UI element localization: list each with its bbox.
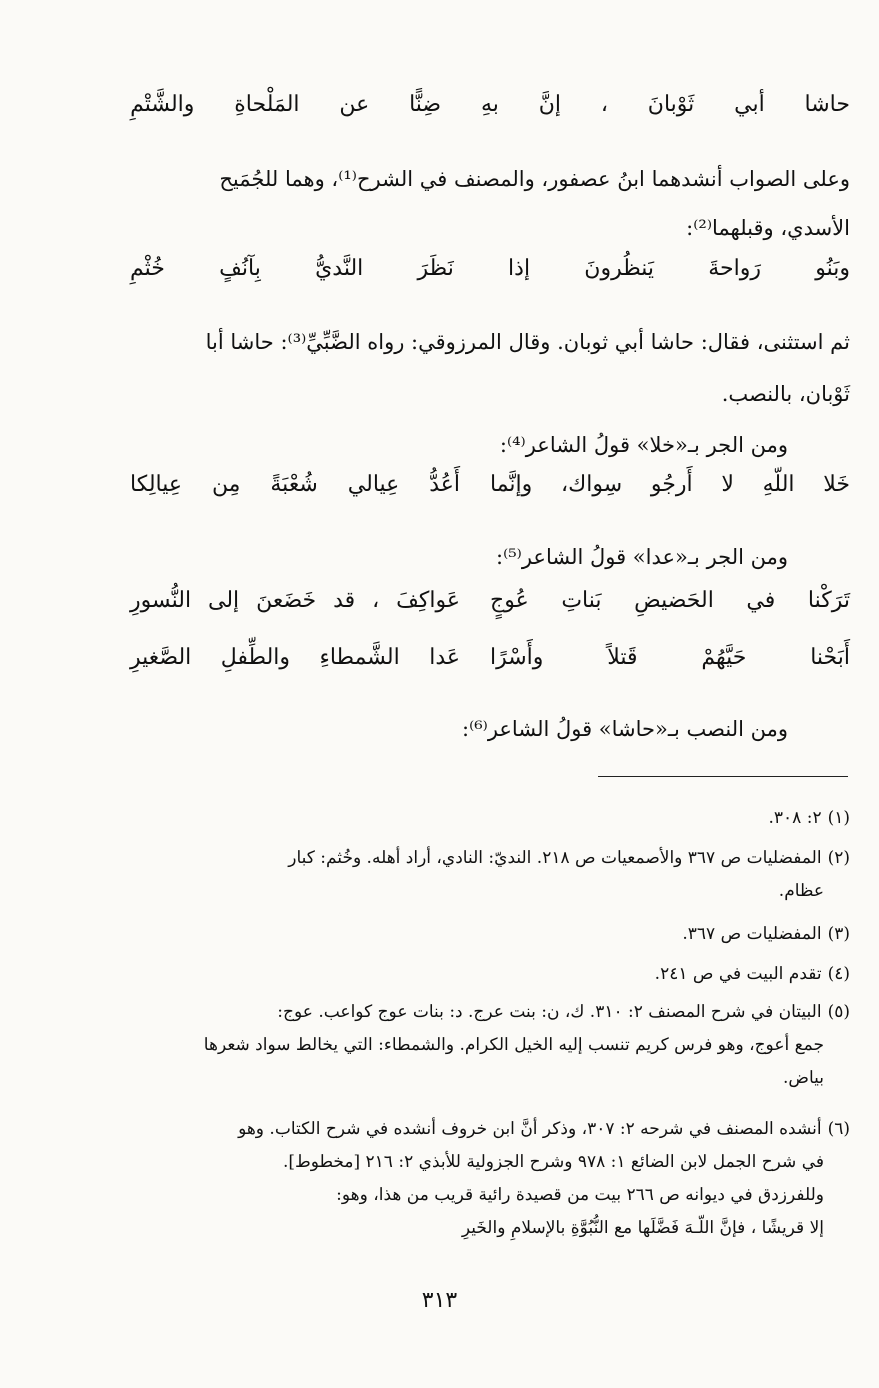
verse-word: بهِ [480,92,499,117]
verse-word: النَّديُّ [315,256,364,281]
verse-word: المَلْحاةِ [234,92,300,117]
verse-line [130,92,850,132]
footnote-text: المفضليات ص ٣٦٧ والأصمعيات ص ٢١٨. النديّ: النادي، أراد أهله. وخُثم: كبار [288,848,822,868]
prose-line: وعلى الصواب أنشدهما ابنُ عصفور، والمصنف في الشرح⁽¹⁾، وهما للجُمَيح [219,167,850,191]
footnote [135,842,850,908]
verse-word: رَواحةَ [708,256,762,281]
footnote [135,918,850,951]
verse-word: أبي [734,92,765,117]
footnote-text: إلا قريشًا ، فإنَّ اللّـهَ فَضَّلَها مع النُّبُوَّةِ بالإسلامِ والخَيرِ [461,1218,824,1238]
verse-word: ، [600,92,608,117]
verse-word: إنَّ [538,92,561,117]
first-hemistich: أَبَحْنا حَيَّهُمْ قَتلاً وأَسْرًا [490,645,850,670]
verse-word: وبَنُو [815,256,850,281]
footnote-separator [598,776,848,777]
prose-line: ثَوْبان، بالنصب. [721,382,850,406]
second-hemistich: أَعُدُّ عِيالي شُعْبَةً مِن عِيالِكا [130,472,460,497]
footnote-number: (٦) [827,1119,850,1139]
footnote [135,958,850,991]
footnote-text: البيتان في شرح المصنف ٢: ٣١٠. ك، ن: بنت عرج. د: بنات عوج كواعب. عوج: [277,1002,822,1022]
verse-word: ثَوْبانَ [647,92,695,117]
footnote-text: تقدم البيت في ص ٢٤١. [654,964,822,984]
first-hemistich: خَلا اللّهِ لا أَرجُو سِواك، وإنَّما [490,472,850,497]
verse-word: والشَّتْمِ [130,92,195,117]
prose-line: الأسدي، وقبلهما⁽²⁾: [686,216,850,240]
verse-word: نَظَرَ [417,256,454,281]
verse-word: ضِنًّا [409,92,442,117]
verse-word: بِآنُفٍ [219,256,261,281]
verse-line [130,256,850,296]
verse-word: يَنظُرونَ [584,256,655,281]
prose-line: ثم استثنى، فقال: حاشا أبي ثوبان. وقال المرزوقي: رواه الضَّبِّيِّ⁽³⁾: حاشا أبا [205,330,850,354]
footnote-text: عظام. [778,881,824,901]
footnote-number: (٢) [827,848,850,868]
footnote-text: المفضليات ص ٣٦٧. [682,924,822,944]
footnote [135,802,850,835]
verse-word: إذا [508,256,531,281]
footnote-text: في شرح الجمل لابن الضائع ١: ٩٧٨ وشرح الجزولية للأبذي ٢: ٢١٦ [مخطوط]. [282,1152,824,1172]
footnote-text: ٢: ٣٠٨. [768,808,822,828]
footnote-number: (٥) [827,1002,850,1022]
footnote-text: جمع أعوج، وهو فرس كريم تنسب إليه الخيل الكرام. والشمطاء: التي يخالط سواد شعرها [203,1035,824,1055]
verse-word: عن [339,92,370,117]
footnote [135,1113,850,1245]
verse-word: خُثْمِ [130,256,165,281]
footnote-number: (٤) [827,964,850,984]
prose-line: ومن الجر بـ«خلا» قولُ الشاعر⁽⁴⁾: [499,433,788,457]
verse-line [130,645,850,685]
footnote [135,996,850,1095]
footnote-text: وللفرزدق في ديوانه ص ٢٦٦ بيت من قصيدة رائية قريب من هذا، وهو: [336,1185,824,1205]
footnote-text: أنشده المصنف في شرحه ٢: ٣٠٧، وذكر أنَّ ابن خروف أنشده في شرح الكتاب. وهو [238,1119,822,1139]
verse-line [130,588,850,628]
page-number: ٣١٣ [421,1288,458,1313]
prose-line: ومن الجر بـ«عدا» قولُ الشاعر⁽⁵⁾: [496,545,788,569]
first-hemistich: تَرَكْنا في الحَضيضِ بَناتِ عُوجٍ [490,588,850,613]
prose-line: ومن النصب بـ«حاشا» قولُ الشاعر⁽⁶⁾: [462,717,788,741]
verse-line [130,472,850,512]
footnote-number: (١) [827,808,850,828]
verse-word: حاشا [804,92,850,117]
footnote-text: بياض. [783,1068,824,1088]
second-hemistich: عَواكِفَ ، قد خَضَعنَ إلى النُّسورِ [130,588,460,613]
second-hemistich: عَدا الشَّمطاءِ والطِّفلِ الصَّغيرِ [130,645,460,670]
footnote-number: (٣) [827,924,850,944]
